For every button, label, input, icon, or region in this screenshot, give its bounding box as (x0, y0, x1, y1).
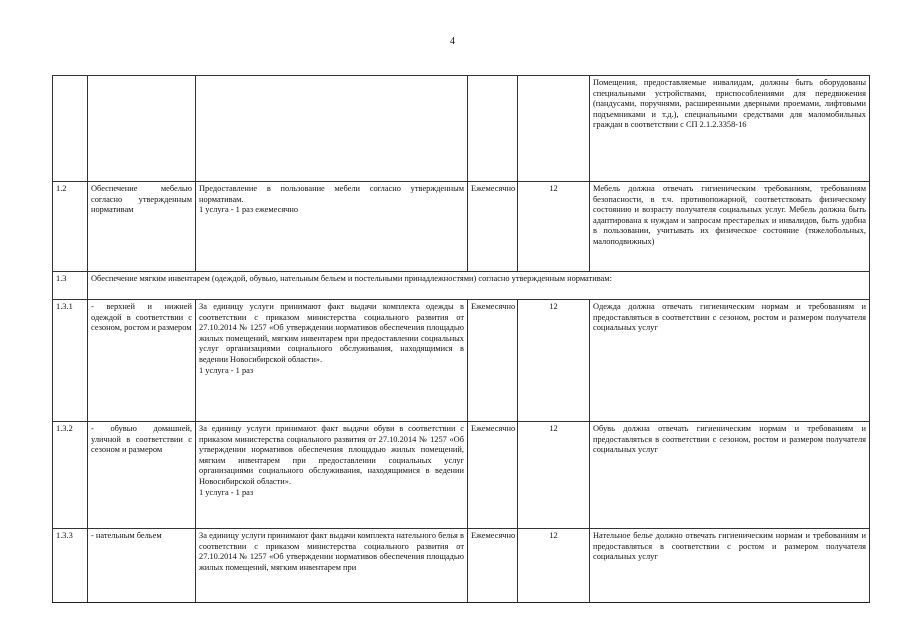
service-count: 12 (518, 529, 590, 603)
service-period: Ежемесячно (468, 422, 518, 529)
service-name: - обувью домашней, уличной в соответствии с сезоном и размером (88, 422, 196, 529)
service-count: 12 (518, 300, 590, 422)
service-count: 12 (518, 182, 590, 272)
row-number: 1.3.1 (53, 300, 88, 422)
service-norms: Мебель должна отвечать гигиеническим требованиям, требованиям безопасности, в т.ч. противопожарной, соответствовать физическому состоянию и возрасту получателя социальных услуг. Мебель должна быть адаптирована к нуждам и запросам престарелых и инвалидов, быть удобна в пользовании, учитывать их физическое состояние (тяжелобольных, малоподвижных) (590, 182, 870, 272)
service-norms: Обувь должна отвечать гигиеническим нормам и требованиям и предоставляться в соответствии с сезоном, ростом и размером получателя социальных услуг (590, 422, 870, 529)
service-norms: Помещения, предоставляемые инвалидам, должны быть оборудованы специальными устройствами, приспособлениями для передвижения (пандусами, поручнями, расширенными дверными проемами, лифтовыми подъемниками и т.д.), специальными средствами для маломобильных граждан в соответствии с СП 2.1.2.3358-16 (590, 76, 870, 182)
table-row (53, 529, 870, 603)
service-period (468, 76, 518, 182)
service-name: Обеспечение мебелью согласно утвержденным нормативам (88, 182, 196, 272)
service-description: За единицу услуги принимают факт выдачи комплекта нательного белья в соответствии с приказом министерства социального развития от 27.10.2014 № 1257 «Об утверждении нормативов обеспечения площадью жилых помещений, мягким инвентарем при (196, 529, 468, 603)
page-number: 4 (450, 36, 455, 47)
service-description: Предоставление в пользование мебели согласно утвержденным нормативам. 1 услуга - 1 раз ежемесячно (196, 182, 468, 272)
row-number: 1.3.3 (53, 529, 88, 603)
section-title: Обеспечение мягким инвентарем (одеждой, обувью, нательным бельем и постельными принадлежностями) согласно утвержденным нормативам: (88, 272, 870, 300)
service-period: Ежемесячно (468, 182, 518, 272)
table-row (53, 272, 870, 300)
table-row (53, 422, 870, 529)
services-table (52, 75, 870, 603)
service-count (518, 76, 590, 182)
table-row (53, 182, 870, 272)
service-norms: Одежда должна отвечать гигиеническим нормам и требованиям и предоставляться в соответствии с сезоном, ростом и размером получателя социальных услуг (590, 300, 870, 422)
table-row (53, 300, 870, 422)
service-name: - нательным бельем (88, 529, 196, 603)
service-period: Ежемесячно (468, 529, 518, 603)
service-norms: Нательное белье должно отвечать гигиеническим нормам и требованиям и предоставляться в соответствии с ростом и размером получателя социальных услуг (590, 529, 870, 603)
row-number: 1.3 (53, 272, 88, 300)
service-name: - верхней и нижней одеждой в соответствии с сезоном, ростом и размером (88, 300, 196, 422)
row-number (53, 76, 88, 182)
service-description: За единицу услуги принимают факт выдачи комплекта одежды в соответствии с приказом министерства социального развития от 27.10.2014 № 1257 «Об утверждении нормативов обеспечения площадью жилых помещений, мягким инвентарем при предоставлении социальных услуг организациями социального обслуживания, находящимися в ведении Новосибирской области». 1 услуга - 1 раз (196, 300, 468, 422)
row-number: 1.3.2 (53, 422, 88, 529)
table-row (53, 76, 870, 182)
service-name (88, 76, 196, 182)
service-period: Ежемесячно (468, 300, 518, 422)
service-count: 12 (518, 422, 590, 529)
service-description: За единицу услуги принимают факт выдачи обуви в соответствии с приказом министерства социального развития от 27.10.2014 № 1257 «Об утверждении нормативов обеспечения площадью жилых помещений, мягким инвентарем при предоставлении социальных услуг организациями социального обслуживания, находящимися в ведении Новосибирской области». 1 услуга - 1 раз (196, 422, 468, 529)
service-description (196, 76, 468, 182)
row-number: 1.2 (53, 182, 88, 272)
